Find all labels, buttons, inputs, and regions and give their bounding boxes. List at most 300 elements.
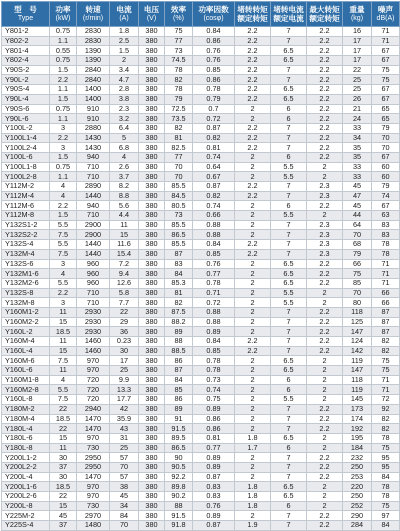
table-cell: 2 (307, 211, 343, 221)
table-cell: 1.5 (110, 46, 139, 56)
table-cell: 8.8 (110, 191, 139, 201)
table-cell: 6.5 (271, 85, 307, 95)
column-header (139, 2, 165, 27)
table-cell: 35 (343, 143, 372, 153)
table-cell: 82.5 (165, 143, 193, 153)
column-header-title: 效率 (170, 5, 187, 14)
motor-type-cell: Y90L-2 (2, 75, 50, 85)
table-cell: 90.2 (165, 492, 193, 502)
table-cell: 70 (343, 230, 372, 240)
table-cell: 0.67 (193, 172, 235, 182)
table-cell: 2930 (77, 317, 110, 327)
table-cell: 0.7 (193, 104, 235, 114)
table-cell: 380 (139, 356, 165, 366)
table-cell: 88 (165, 337, 193, 347)
table-cell: 910 (77, 104, 110, 114)
table-cell: 85.5 (165, 182, 193, 192)
table-cell: 6.5 (271, 46, 307, 56)
table-cell: 2.2 (307, 36, 343, 46)
table-cell: 88 (165, 501, 193, 511)
motor-type-cell: Y802-4 (2, 56, 50, 66)
table-cell: 0.76 (193, 501, 235, 511)
table-cell: 380 (139, 492, 165, 502)
table-cell: 380 (139, 346, 165, 356)
table-cell: 2 (307, 395, 343, 405)
table-cell: 2.2 (235, 27, 271, 37)
table-cell: 380 (139, 511, 165, 521)
table-cell: 1390 (77, 46, 110, 56)
table-cell: 0.75 (50, 27, 77, 37)
table-cell: 720 (77, 375, 110, 385)
table-cell: 2890 (77, 182, 110, 192)
table-cell: 70 (343, 288, 372, 298)
table-cell: 7 (271, 36, 307, 46)
table-cell: 380 (139, 259, 165, 269)
table-cell: 252 (343, 501, 372, 511)
motor-type-cell: Y160M-6 (2, 356, 50, 366)
table-cell: 67 (372, 85, 400, 95)
motor-type-cell: Y90L-4 (2, 94, 50, 104)
table-cell: 380 (139, 462, 165, 472)
table-cell: 86.5 (165, 230, 193, 240)
table-cell: 84 (372, 472, 400, 482)
table-cell: 35.9 (110, 414, 139, 424)
motor-type-cell: Y180L-6 (2, 433, 50, 443)
table-cell: 0.76 (193, 56, 235, 66)
motor-type-cell: Y112M-8 (2, 211, 50, 221)
table-cell: 2.3 (307, 240, 343, 250)
table-cell: 82 (372, 424, 400, 434)
table-cell: 380 (139, 220, 165, 230)
table-cell: 2.2 (307, 94, 343, 104)
table-cell: 2.2 (307, 85, 343, 95)
table-cell: 2.2 (307, 133, 343, 143)
table-cell: 75 (372, 75, 400, 85)
table-cell: 81 (165, 133, 193, 143)
motor-type-cell: Y225S-4 (2, 521, 50, 531)
table-cell: 45 (343, 182, 372, 192)
column-header (372, 2, 400, 27)
table-cell: 65 (372, 114, 400, 124)
table-cell: 1.1 (50, 172, 77, 182)
table-cell: 2 (307, 162, 343, 172)
table-cell: 2 (235, 114, 271, 124)
table-cell: 4 (50, 269, 77, 279)
table-cell: 1.5 (50, 65, 77, 75)
table-cell: 253 (343, 472, 372, 482)
table-cell: 0.89 (193, 462, 235, 472)
table-cell: 2.2 (307, 521, 343, 531)
table-cell: 380 (139, 385, 165, 395)
table-cell: 2 (307, 492, 343, 502)
table-cell: 0.82 (193, 133, 235, 143)
table-cell: 73 (165, 46, 193, 56)
table-cell: 7 (271, 220, 307, 230)
table-cell: 31 (110, 433, 139, 443)
table-cell: 91 (165, 414, 193, 424)
table-cell: 2.3 (307, 182, 343, 192)
table-cell: 35 (343, 152, 372, 162)
table-cell: 66 (372, 298, 400, 308)
table-cell: 380 (139, 317, 165, 327)
table-cell: 75 (372, 443, 400, 453)
table-cell: 380 (139, 123, 165, 133)
table-cell: 2 (307, 298, 343, 308)
table-cell: 1.8 (235, 492, 271, 502)
table-cell: 710 (77, 162, 110, 172)
table-cell: 0.84 (193, 337, 235, 347)
table-cell: 78 (372, 482, 400, 492)
table-cell: 1460 (77, 337, 110, 347)
column-header (50, 2, 77, 27)
table-cell: 2 (307, 433, 343, 443)
table-cell: 2 (235, 162, 271, 172)
table-cell: 6 (271, 104, 307, 114)
table-cell: 7 (271, 521, 307, 531)
table-cell: 380 (139, 327, 165, 337)
table-cell: 2.2 (307, 462, 343, 472)
table-cell: 78 (372, 492, 400, 502)
table-cell: 380 (139, 288, 165, 298)
table-row (2, 191, 400, 201)
table-cell: 0.83 (193, 482, 235, 492)
table-cell: 6.5 (271, 259, 307, 269)
table-cell: 82 (165, 123, 193, 133)
table-cell: 17 (343, 46, 372, 56)
motor-type-cell: Y801-4 (2, 46, 50, 56)
table-body (2, 27, 400, 531)
table-cell: 1430 (77, 143, 110, 153)
table-row (2, 143, 400, 153)
table-cell: 47 (343, 191, 372, 201)
column-header-subtitle: 额定转矩 (309, 14, 340, 23)
table-cell: 380 (139, 133, 165, 143)
table-cell: 11.6 (110, 240, 139, 250)
table-cell: 2 (235, 453, 271, 463)
table-cell: 5.8 (110, 288, 139, 298)
table-cell: 0.87 (193, 521, 235, 531)
motor-type-cell: Y100L1-8 (2, 162, 50, 172)
column-header-title: 电压 (143, 5, 160, 14)
table-cell: 174 (343, 414, 372, 424)
table-cell: 67 (372, 94, 400, 104)
table-cell: 2 (235, 385, 271, 395)
table-cell: 0.78 (193, 366, 235, 376)
column-header (235, 2, 271, 27)
table-cell: 2 (110, 56, 139, 66)
table-cell: 64 (343, 220, 372, 230)
table-cell: 7 (271, 317, 307, 327)
table-cell: 710 (77, 298, 110, 308)
table-row (2, 94, 400, 104)
table-cell: 1440 (77, 249, 110, 259)
table-cell: 84.5 (165, 191, 193, 201)
table-row (2, 298, 400, 308)
table-cell: 6 (271, 201, 307, 211)
table-cell: 2.2 (307, 327, 343, 337)
table-cell: 730 (77, 501, 110, 511)
table-cell: 2.2 (235, 75, 271, 85)
table-row (2, 259, 400, 269)
table-cell: 7 (271, 240, 307, 250)
table-cell: 7 (271, 327, 307, 337)
column-header-title: 功率 (55, 5, 71, 14)
table-row (2, 162, 400, 172)
table-cell: 2.2 (307, 472, 343, 482)
table-row (2, 511, 400, 521)
column-header-title: 重量 (349, 5, 365, 14)
table-cell: 380 (139, 114, 165, 124)
table-cell: 95 (372, 453, 400, 463)
column-header (77, 2, 110, 27)
table-cell: 7.7 (110, 298, 139, 308)
motor-type-cell: Y200L1-2 (2, 453, 50, 463)
table-cell: 2 (235, 317, 271, 327)
table-cell: 910 (77, 114, 110, 124)
table-cell: 2.2 (307, 404, 343, 414)
column-header-subtitle: (V) (146, 15, 157, 22)
table-cell: 60 (372, 162, 400, 172)
table-cell: 1430 (77, 133, 110, 143)
table-cell: 7 (271, 346, 307, 356)
table-cell: 8.2 (110, 182, 139, 192)
table-cell: 11 (50, 366, 77, 376)
table-cell: 2.2 (307, 65, 343, 75)
table-cell: 2 (307, 366, 343, 376)
table-cell: 0.81 (193, 143, 235, 153)
motor-type-cell: Y90L-6 (2, 114, 50, 124)
table-cell: 1.1 (50, 85, 77, 95)
table-cell: 1.9 (235, 521, 271, 531)
table-row (2, 317, 400, 327)
table-cell: 22 (110, 307, 139, 317)
table-cell: 6 (271, 443, 307, 453)
table-cell: 380 (139, 375, 165, 385)
table-cell: 0.71 (193, 288, 235, 298)
table-cell: 2 (235, 211, 271, 221)
table-cell: 192 (343, 424, 372, 434)
column-header-subtitle: dB(A) (376, 15, 395, 22)
table-cell: 37 (50, 462, 77, 472)
table-cell: 29 (110, 317, 139, 327)
motor-type-cell: Y200L2-6 (2, 492, 50, 502)
table-cell: 78 (165, 65, 193, 75)
table-cell: 45 (110, 492, 139, 502)
motor-type-cell: Y100L2-4 (2, 143, 50, 153)
motor-type-cell: Y132M-8 (2, 298, 50, 308)
table-cell: 7 (271, 249, 307, 259)
table-cell: 2940 (77, 404, 110, 414)
table-cell: 2 (307, 356, 343, 366)
table-row (2, 366, 400, 376)
table-cell: 57 (110, 472, 139, 482)
table-cell: 6 (271, 152, 307, 162)
table-cell: 2 (235, 472, 271, 482)
table-cell: 75 (343, 269, 372, 279)
table-cell: 1.7 (235, 443, 271, 453)
table-cell: 2.2 (307, 75, 343, 85)
table-cell: 2.3 (307, 220, 343, 230)
table-cell: 85 (343, 278, 372, 288)
table-cell: 71 (372, 385, 400, 395)
table-cell: 6.5 (271, 492, 307, 502)
table-cell: 380 (139, 472, 165, 482)
table-cell: 380 (139, 307, 165, 317)
table-cell: 2 (235, 172, 271, 182)
table-cell: 2.2 (307, 414, 343, 424)
table-cell: 2 (235, 462, 271, 472)
table-cell: 79 (343, 249, 372, 259)
table-cell: 0.77 (193, 443, 235, 453)
table-cell: 88.5 (165, 346, 193, 356)
table-cell: 3 (50, 123, 77, 133)
table-cell: 7.5 (50, 395, 77, 405)
table-cell: 30 (50, 472, 77, 482)
table-cell: 0.74 (193, 152, 235, 162)
table-cell: 142 (343, 346, 372, 356)
table-cell: 119 (343, 385, 372, 395)
table-cell: 2 (307, 501, 343, 511)
table-cell: 7.2 (110, 259, 139, 269)
table-cell: 2.2 (307, 46, 343, 56)
table-row (2, 152, 400, 162)
table-row (2, 404, 400, 414)
table-cell: 0.55 (50, 46, 77, 56)
table-cell: 5.5 (271, 395, 307, 405)
column-header-title: 噪声 (377, 5, 394, 14)
table-cell: 1.8 (235, 482, 271, 492)
table-cell: 67 (372, 56, 400, 66)
table-cell: 173 (343, 404, 372, 414)
table-cell: 5.5 (50, 385, 77, 395)
table-cell: 940 (77, 152, 110, 162)
table-cell: 7 (271, 191, 307, 201)
table-cell: 2 (235, 220, 271, 230)
table-cell: 2.5 (110, 36, 139, 46)
table-cell: 380 (139, 104, 165, 114)
table-cell: 30 (50, 453, 77, 463)
table-cell: 15.4 (110, 249, 139, 259)
column-header (271, 2, 307, 27)
table-cell: 91.8 (165, 521, 193, 531)
table-cell: 2 (235, 152, 271, 162)
table-cell: 70 (165, 172, 193, 182)
table-cell: 63 (372, 211, 400, 221)
table-cell: 0.78 (193, 356, 235, 366)
table-cell: 77 (165, 36, 193, 46)
table-cell: 0.64 (193, 162, 235, 172)
motor-type-cell: Y160M-4 (2, 337, 50, 347)
table-cell: 960 (77, 269, 110, 279)
table-row (2, 46, 400, 56)
table-cell: 2.2 (235, 133, 271, 143)
table-cell: 80.5 (165, 201, 193, 211)
table-cell: 71 (372, 375, 400, 385)
table-cell: 2.2 (307, 337, 343, 347)
table-cell: 2.6 (110, 162, 139, 172)
table-cell: 7 (271, 65, 307, 75)
table-row (2, 27, 400, 37)
table-cell: 0.89 (193, 453, 235, 463)
table-cell: 5.5 (50, 220, 77, 230)
table-cell: 970 (77, 492, 110, 502)
motor-type-cell: Y132M1-6 (2, 269, 50, 279)
table-cell: 78 (165, 85, 193, 95)
table-row (2, 492, 400, 502)
table-cell: 17 (343, 36, 372, 46)
table-cell: 5.5 (50, 278, 77, 288)
table-cell: 2.2 (307, 307, 343, 317)
table-cell: 83 (165, 259, 193, 269)
table-cell: 2.3 (110, 104, 139, 114)
table-cell: 2.8 (110, 85, 139, 95)
table-cell: 25 (110, 443, 139, 453)
table-cell: 7 (271, 133, 307, 143)
table-row (2, 472, 400, 482)
table-cell: 11 (110, 220, 139, 230)
table-cell: 12.6 (110, 278, 139, 288)
table-cell: 37 (50, 521, 77, 531)
table-cell: 84 (165, 269, 193, 279)
table-cell: 2840 (77, 75, 110, 85)
table-cell: 2.2 (307, 346, 343, 356)
table-cell: 2.2 (307, 152, 343, 162)
motor-type-cell: Y160L-6 (2, 366, 50, 376)
table-cell: 34 (343, 133, 372, 143)
table-cell: 82 (372, 414, 400, 424)
table-cell: 6.5 (271, 269, 307, 279)
table-cell: 0.78 (193, 85, 235, 95)
table-cell: 36 (110, 327, 139, 337)
table-cell: 21 (343, 104, 372, 114)
table-row (2, 114, 400, 124)
table-cell: 2 (235, 511, 271, 521)
table-cell: 0.86 (193, 75, 235, 85)
table-cell: 7 (271, 230, 307, 240)
table-cell: 71 (372, 36, 400, 46)
table-cell: 1460 (77, 346, 110, 356)
table-cell: 34 (110, 501, 139, 511)
table-cell: 710 (77, 211, 110, 221)
table-cell: 2 (235, 395, 271, 405)
table-cell: 7 (271, 472, 307, 482)
table-row (2, 443, 400, 453)
table-cell: 2880 (77, 123, 110, 133)
column-header-title: 堵转电流 (273, 5, 304, 14)
table-cell: 75 (372, 366, 400, 376)
table-cell: 91.5 (165, 511, 193, 521)
table-cell: 73 (165, 211, 193, 221)
table-cell: 2 (235, 414, 271, 424)
table-cell: 75 (372, 356, 400, 366)
table-cell: 0.76 (193, 259, 235, 269)
table-cell: 78 (372, 433, 400, 443)
table-cell: 2950 (77, 462, 110, 472)
motor-type-cell: Y112M-4 (2, 191, 50, 201)
table-cell: 26 (343, 94, 372, 104)
table-cell: 2.2 (235, 346, 271, 356)
table-cell: 2 (235, 288, 271, 298)
table-row (2, 56, 400, 66)
table-cell: 87 (372, 307, 400, 317)
table-row (2, 453, 400, 463)
table-cell: 88.2 (165, 317, 193, 327)
table-row (2, 307, 400, 317)
table-cell: 25 (343, 85, 372, 95)
table-cell: 6.5 (271, 482, 307, 492)
table-cell: 380 (139, 414, 165, 424)
table-cell: 3.8 (110, 94, 139, 104)
